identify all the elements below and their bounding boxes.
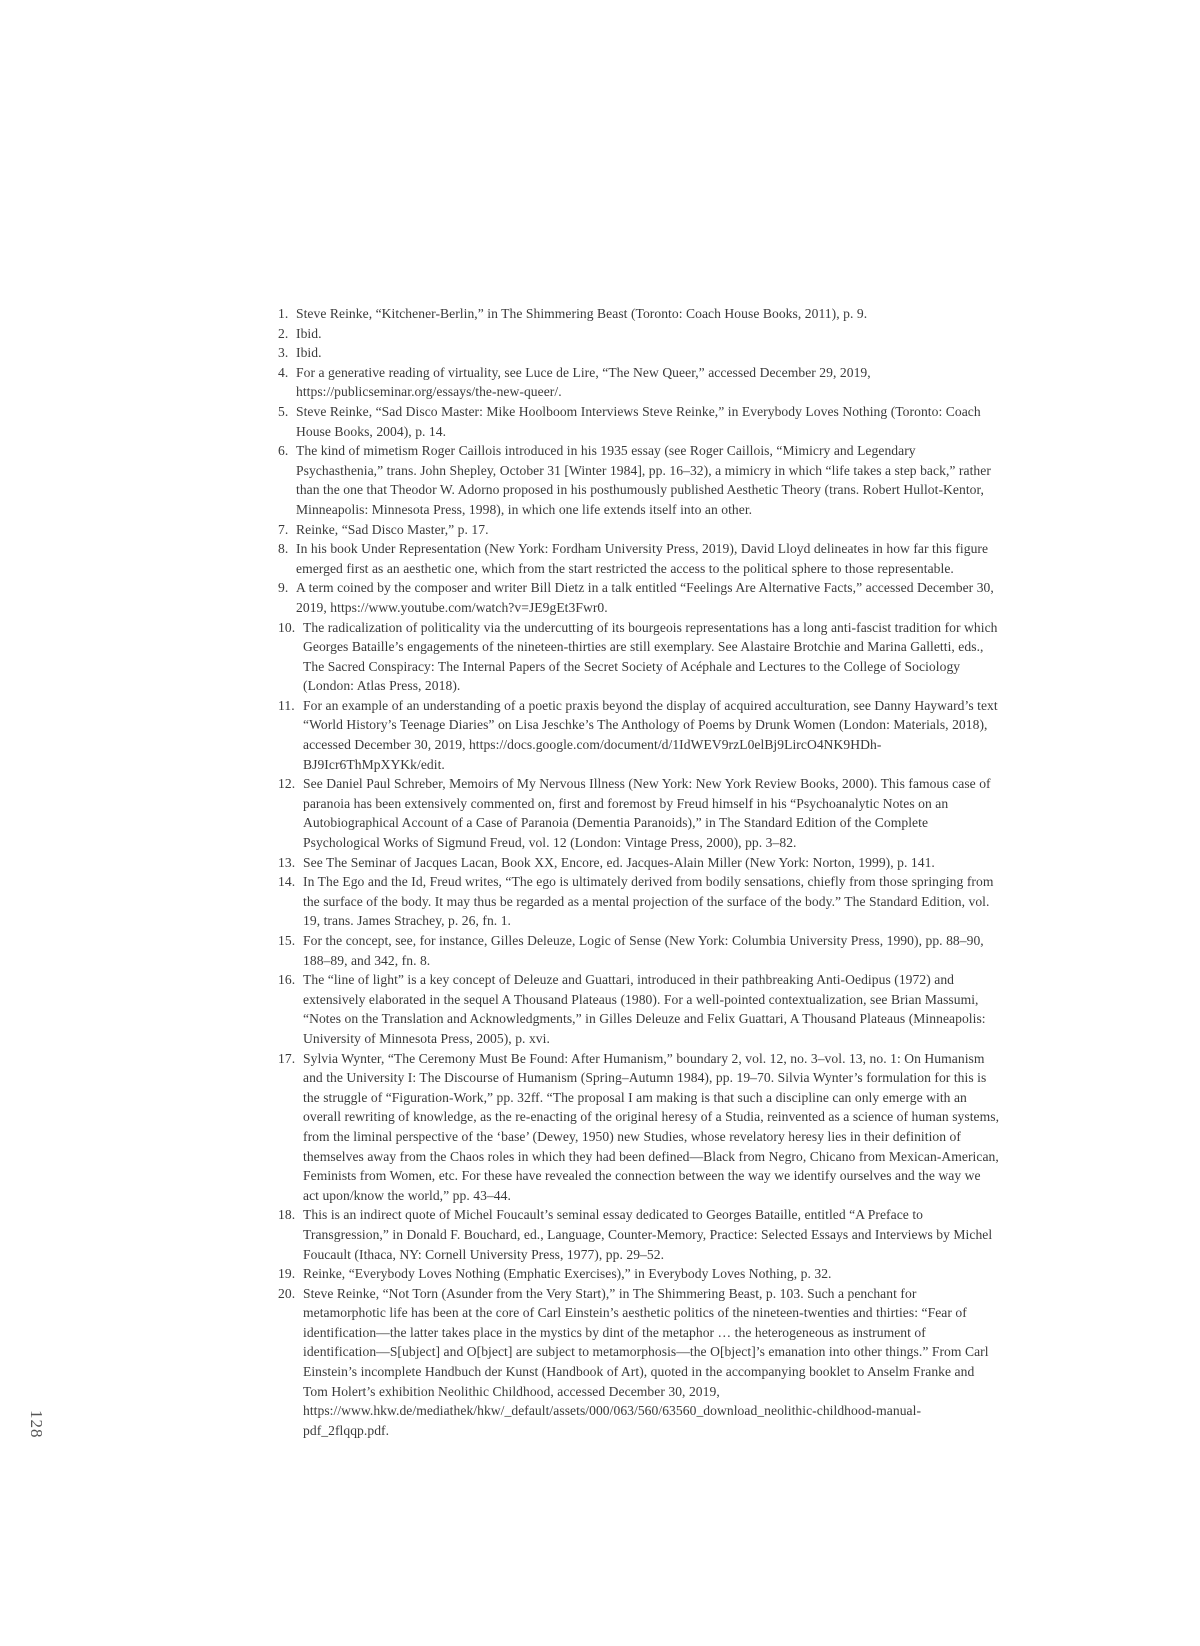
- endnote-number: 16.: [278, 972, 296, 988]
- endnote-text: Steve Reinke, “Kitchener-Berlin,” in The Shimmering Beast (Toronto: Coach House Books, 2011), p. 9.: [296, 306, 868, 321]
- endnote-20: [278, 1284, 1000, 1441]
- endnote-number: 10.: [278, 619, 296, 635]
- endnote-number: 9.: [278, 580, 289, 596]
- endnote-number: 8.: [278, 541, 289, 557]
- endnote-number: 12.: [278, 776, 296, 792]
- endnote-text: Ibid.: [296, 325, 322, 341]
- endnote-number: 5.: [278, 403, 289, 419]
- endnote-10: [278, 618, 1000, 696]
- endnote-text: For the concept, see, for instance, Gilles Deleuze, Logic of Sense (New York: Columbia University Press, 1990), pp. 88–90, 188–89, and 342, fn. 8.: [303, 933, 984, 968]
- endnote-number: 19.: [278, 1266, 296, 1282]
- endnote-3: [278, 343, 1000, 363]
- endnote-8: [278, 539, 1000, 578]
- endnote-number: 7.: [278, 521, 289, 537]
- endnote-5: [278, 402, 1000, 441]
- endnote-2: [278, 324, 1000, 344]
- endnote-number: 13.: [278, 854, 296, 870]
- endnote-text: The kind of mimetism Roger Caillois introduced in his 1935 essay (see Roger Caillois, “Mimicry and Legendary Psychasthenia,” trans. John Shepley, October 31 [Winter 1984], pp. 16–32), a mimicry in which “life takes a step back,” rather than the one that Theodor W. Adorno proposed in his posthumously published Aesthetic Theory (trans. Robert Hullot-Kentor, Minneapolis: Minnesota Press, 1998), in which one life extends itself into an other.: [296, 443, 991, 517]
- endnote-number: 2.: [278, 325, 289, 341]
- endnote-text: Reinke, “Sad Disco Master,” p. 17.: [296, 521, 489, 537]
- endnote-text: For an example of an understanding of a poetic praxis beyond the display of acquired acculturation, see Danny Hayward’s text “World History’s Teenage Diaries” on Lisa Jeschke’s The Anthology of Poems by Drunk Women (London: Materials, 2018), accessed December 30, 2019, https://docs.google.com/document/d/1IdWEV9rzL0elBj9LircO4NK9HDh-BJ9Icr6ThMpXYKk/edit.: [303, 697, 998, 772]
- endnote-number: 14.: [278, 874, 296, 890]
- endnote-19: [278, 1264, 1000, 1284]
- endnote-9: [278, 578, 1000, 617]
- endnote-text: Reinke, “Everybody Loves Nothing (Emphatic Exercises),” in Everybody Loves Nothing, p. 32.: [303, 1266, 832, 1282]
- endnote-1: [278, 304, 1000, 324]
- endnote-text: See Daniel Paul Schreber, Memoirs of My Nervous Illness (New York: New York Review Books, 2000). This famous case of paranoia has been extensively commented on, first and foremost by Freud himself in his “Psychoanalytic Notes on an Autobiographical Account of a Case of Paranoia (Dementia Paranoids),” in The Standard Edition of the Complete Psychological Works of Sigmund Freud, vol. 12 (London: Vintage Press, 2000), pp. 3–82.: [303, 776, 991, 851]
- endnote-number: 1.: [278, 306, 289, 321]
- endnote-4: [278, 363, 1000, 402]
- endnote-13: [278, 853, 1000, 873]
- endnote-14: [278, 872, 1000, 931]
- page-number: 128: [27, 1410, 46, 1439]
- endnote-text: This is an indirect quote of Michel Foucault’s seminal essay dedicated to Georges Bataille, entitled “A Preface to Transgression,” in Donald F. Bouchard, ed., Language, Counter-Memory, Practice: Selected Essays and Interviews by Michel Foucault (Ithaca, NY: Cornell University Press, 1977), pp. 29–52.: [303, 1207, 993, 1262]
- endnote-11: [278, 696, 1000, 774]
- endnote-6: [278, 441, 1000, 519]
- endnote-text: The radicalization of politicality via the undercutting of its bourgeois representations has a long anti-fascist tradition for which Georges Bataille’s engagements of the nineteen-thirties are still exemplary. See Alastaire Brotchie and Marina Galletti, eds., The Sacred Conspiracy: The Internal Papers of the Secret Society of Acéphale and Lectures to the College of Sociology (London: Atlas Press, 2018).: [303, 619, 998, 694]
- endnote-16: [278, 970, 1000, 1048]
- endnote-text: In his book Under Representation (New York: Fordham University Press, 2019), David Lloyd delineates in how far this figure emerged first as an aesthetic one, which from the start restricted the access to the political sphere to those representable.: [296, 541, 989, 576]
- endnote-number: 17.: [278, 1050, 296, 1066]
- endnote-text: For a generative reading of virtuality, see Luce de Lire, “The New Queer,” accessed December 29, 2019, https://publicseminar.org/essays/the-new-queer/.: [296, 364, 871, 400]
- endnote-text: See The Seminar of Jacques Lacan, Book XX, Encore, ed. Jacques-Alain Miller (New York: Norton, 1999), p. 141.: [303, 854, 935, 870]
- endnote-text: Steve Reinke, “Sad Disco Master: Mike Hoolboom Interviews Steve Reinke,” in Everybody Loves Nothing (Toronto: Coach House Books, 2004), p. 14.: [296, 403, 981, 439]
- endnote-number: 4.: [278, 364, 289, 380]
- endnote-text: Ibid.: [296, 345, 322, 361]
- endnote-text: Sylvia Wynter, “The Ceremony Must Be Found: After Humanism,” boundary 2, vol. 12, no. 3–vol. 13, no. 1: On Humanism and the University I: The Discourse of Humanism (Spring–Autumn 1984), pp. 19–70. Silvia Wynter’s formulation for this is the struggle of “Figuration-Work,” pp. 32ff. “The proposal I am making is that such a discipline can only emerge with an overall rewriting of knowledge, as the re-enacting of the original heresy of a Studia, reinvented as a science of human systems, from the liminal perspective of the ‘base’ (Dewey, 1950) new Studies, whose revelatory heresy lies in their definition of themselves away from the Chaos roles in which they had been defined—Black from Negro, Chicano from Mexican-American, Feminists from Women, etc. For these have revealed the connection between the way we identify ourselves and the way we act upon/know the world,” pp. 43–44.: [303, 1050, 1000, 1203]
- endnote-number: 18.: [278, 1207, 296, 1223]
- endnote-text: In The Ego and the Id, Freud writes, “The ego is ultimately derived from bodily sensations, chiefly from those springing from the surface of the body. It may thus be regarded as a mental projection of the surface of the body.” The Standard Edition, vol. 19, trans. James Strachey, p. 26, fn. 1.: [303, 874, 994, 929]
- endnote-number: 3.: [278, 345, 289, 361]
- endnote-18: [278, 1205, 1000, 1264]
- endnote-text: Steve Reinke, “Not Torn (Asunder from the Very Start),” in The Shimmering Beast, p. 103. Such a penchant for metamorphotic life has been at the core of Carl Einstein’s aesthetic politics of the nineteen-twenties and thirties: “Fear of identification—the latter takes place in the mystics by dint of the metaphor … the heterogeneous as instrument of identification—S[ubject] and O[bject] are subject to metamorphosis—the O[bject]’s emanation into other things.” From Carl Einstein’s incomplete Handbuch der Kunst (Handbook of Art), quoted in the accompanying booklet to Anselm Franke and Tom Holert’s exhibition Neolithic Childhood, accessed December 30, 2019, https://www.hkw.de/mediathek/hkw/_default/assets/000/063/560/63560_download_neolithic-childhood-manual-pdf_2flqqp.pdf.: [303, 1285, 989, 1438]
- endnote-12: [278, 774, 1000, 852]
- endnotes-list: [278, 304, 1000, 1440]
- endnote-number: 20.: [278, 1285, 296, 1301]
- endnote-17: [278, 1049, 1000, 1206]
- endnote-15: [278, 931, 1000, 970]
- endnote-number: 11.: [278, 697, 295, 713]
- endnote-text: A term coined by the composer and writer Bill Dietz in a talk entitled “Feelings Are Alternative Facts,” accessed December 30, 2019, https://www.youtube.com/watch?v=JE9gEt3Fwr0.: [296, 580, 994, 615]
- endnote-text: The “line of light” is a key concept of Deleuze and Guattari, introduced in their pathbreaking Anti-Oedipus (1972) and extensively elaborated in the sequel A Thousand Plateaus (1980). For a well-pointed contextualization, see Brian Massumi, “Notes on the Translation and Acknowledgments,” in Gilles Deleuze and Felix Guattari, A Thousand Plateaus (Minneapolis: University of Minnesota Press, 2005), p. xvi.: [303, 972, 986, 1046]
- endnote-7: [278, 520, 1000, 540]
- endnote-number: 6.: [278, 443, 289, 459]
- endnote-number: 15.: [278, 933, 296, 948]
